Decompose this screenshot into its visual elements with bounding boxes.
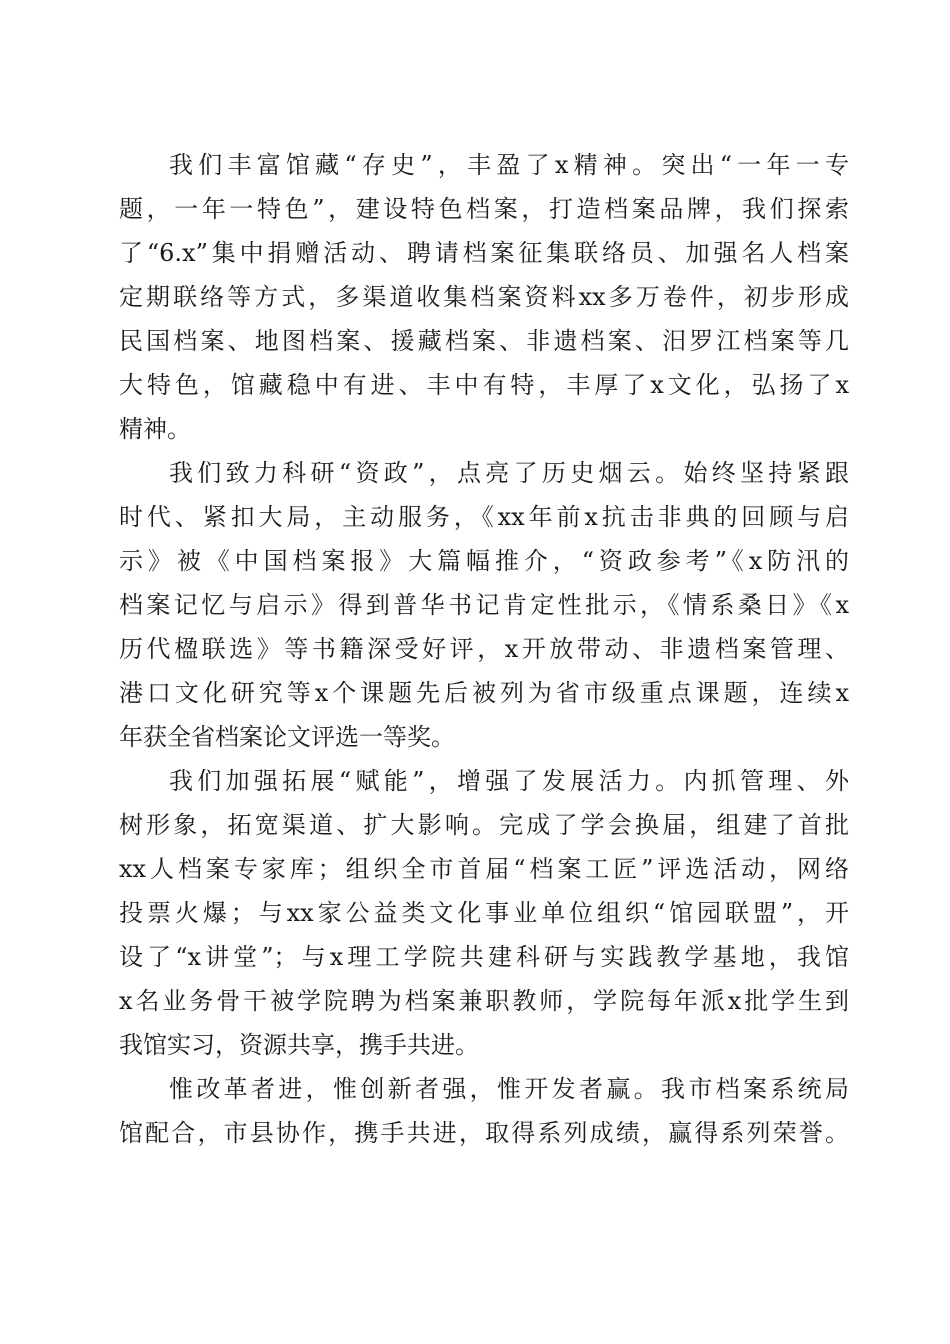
text-line: 树形象，拓宽渠道、扩大影响。完成了学会换届，组建了首批 [119, 811, 849, 839]
text-line: 我们丰富馆藏“存史”，丰盈了x精神。突出“一年一专 [169, 151, 849, 179]
text-line: x名业务骨干被学院聘为档案兼职教师，学院每年派x批学生到 [119, 987, 849, 1015]
text-line: 大特色，馆藏稳中有进、丰中有特，丰厚了x文化，弘扬了x [119, 371, 849, 399]
text-line: 设了“x讲堂”；与x理工学院共建科研与实践教学基地，我馆 [119, 943, 849, 971]
paragraph-empowerment [119, 759, 849, 1067]
text-line: 档案记忆与启示》得到普华书记肯定性批示，《情系桑日》《x [119, 591, 849, 619]
text-line: 历代楹联选》等书籍深受好评，x开放带动、非遗档案管理、 [119, 635, 849, 663]
text-line: 精神。 [119, 415, 191, 443]
text-line: 投票火爆；与xx家公益类文化事业单位组织“馆园联盟”，开 [119, 899, 849, 927]
text-line: 民国档案、地图档案、援藏档案、非遗档案、汨罗江档案等几 [119, 327, 849, 355]
text-line: 我们致力科研“资政”，点亮了历史烟云。始终坚持紧跟 [169, 459, 849, 487]
text-line: 年获全省档案论文评选一等奖。 [119, 723, 455, 751]
text-line: 示》被《中国档案报》大篇幅推介，“资政参考”《x防汛的 [119, 547, 849, 575]
paragraph-collection [119, 143, 849, 451]
paragraph-research [119, 451, 849, 759]
text-line: 港口文化研究等x个课题先后被列为省市级重点课题，连续x [119, 679, 849, 707]
text-line: 馆配合，市县协作，携手共进，取得系列成绩，赢得系列荣誉。 [119, 1119, 849, 1147]
text-line: 我馆实习，资源共享，携手共进。 [119, 1031, 479, 1059]
document-body [119, 143, 849, 1155]
text-line: 定期联络等方式，多渠道收集档案资料xx多万卷件，初步形成 [119, 283, 849, 311]
text-line: 题，一年一特色”，建设特色档案，打造档案品牌，我们探索 [119, 195, 849, 223]
text-line: 惟改革者进，惟创新者强，惟开发者赢。我市档案系统局 [169, 1075, 849, 1103]
text-line: 时代、紧扣大局，主动服务，《xx年前x抗击非典的回顾与启 [119, 503, 849, 531]
text-line: 我们加强拓展“赋能”，增强了发展活力。内抓管理、外 [169, 767, 849, 795]
paragraph-conclusion [119, 1067, 849, 1155]
text-line: xx人档案专家库；组织全市首届“档案工匠”评选活动，网络 [119, 855, 849, 883]
text-line: 了“6.x”集中捐赠活动、聘请档案征集联络员、加强名人档案 [119, 239, 849, 267]
